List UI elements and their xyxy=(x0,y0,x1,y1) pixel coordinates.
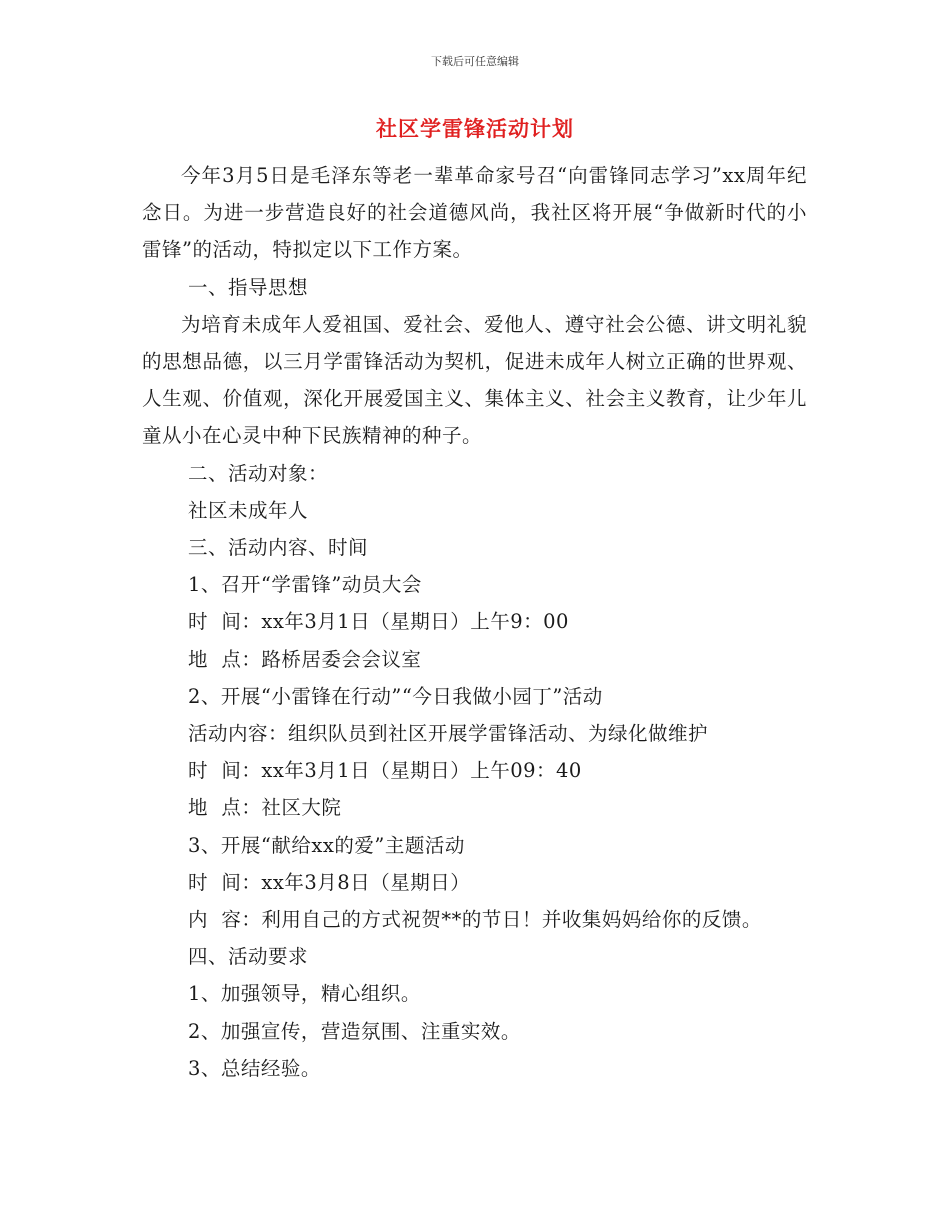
target-audience-text: 社区未成年人 xyxy=(188,498,309,522)
requirement-item: 3、总结经验。 xyxy=(188,1056,321,1080)
guiding-ideology-paragraph: 为培育未成年人爱祖国、爱社会、爱他人、遵守社会公德、讲文明礼貌的思想品德，以三月学雷锋活动为契机，促进未成年人树立正确的世界观、人生观、价值观，深化开展爱国主义、集体主义、社会主义教育，让少年儿童从小在心灵中种下民族精神的种子。 xyxy=(142,312,807,448)
activity-2-time: 时 间：xx年3月1日（星期日）上午09：40 xyxy=(188,759,582,783)
activity-3-time: 时 间：xx年3月8日（星期日） xyxy=(188,870,471,894)
activity-1-title: 1、召开“学雷锋”动员大会 xyxy=(188,573,422,597)
section-heading-requirements: 四、活动要求 xyxy=(188,945,309,969)
activity-1-time: 时 间：xx年3月1日（星期日）上午9：00 xyxy=(188,610,569,634)
requirement-item: 2、加强宣传，营造氛围、注重实效。 xyxy=(188,1019,521,1043)
activity-1-place: 地 点：路桥居委会会议室 xyxy=(188,647,422,671)
section-heading-activity-content: 三、活动内容、时间 xyxy=(188,536,369,560)
activity-3-title: 3、开展“献给xx的爱”主题活动 xyxy=(188,833,465,857)
requirement-item: 1、加强领导，精心组织。 xyxy=(188,982,421,1006)
document-body xyxy=(142,157,807,1087)
section-heading-target-audience: 二、活动对象： xyxy=(188,461,329,485)
activity-3-content: 内 容：利用自己的方式祝贺**的节日！并收集妈妈给你的反馈。 xyxy=(188,908,762,932)
activity-2-place: 地 点：社区大院 xyxy=(188,796,342,820)
header-note: 下载后可任意编辑 xyxy=(431,55,519,68)
activity-2-title: 2、开展“小雷锋在行动”“今日我做小园丁”活动 xyxy=(188,684,603,708)
activity-2-content: 活动内容：组织队员到社区开展学雷锋活动、为绿化做维护 xyxy=(188,722,709,746)
document-title: 社区学雷锋活动计划 xyxy=(376,117,574,141)
section-heading-guiding-ideology: 一、指导思想 xyxy=(188,275,309,299)
intro-paragraph: 今年3月5日是毛泽东等老一辈革命家号召“向雷锋同志学习”xx周年纪念日。为进一步营造良好的社会道德风尚，我社区将开展“争做新时代的小雷锋”的活动，特拟定以下工作方案。 xyxy=(142,164,807,262)
